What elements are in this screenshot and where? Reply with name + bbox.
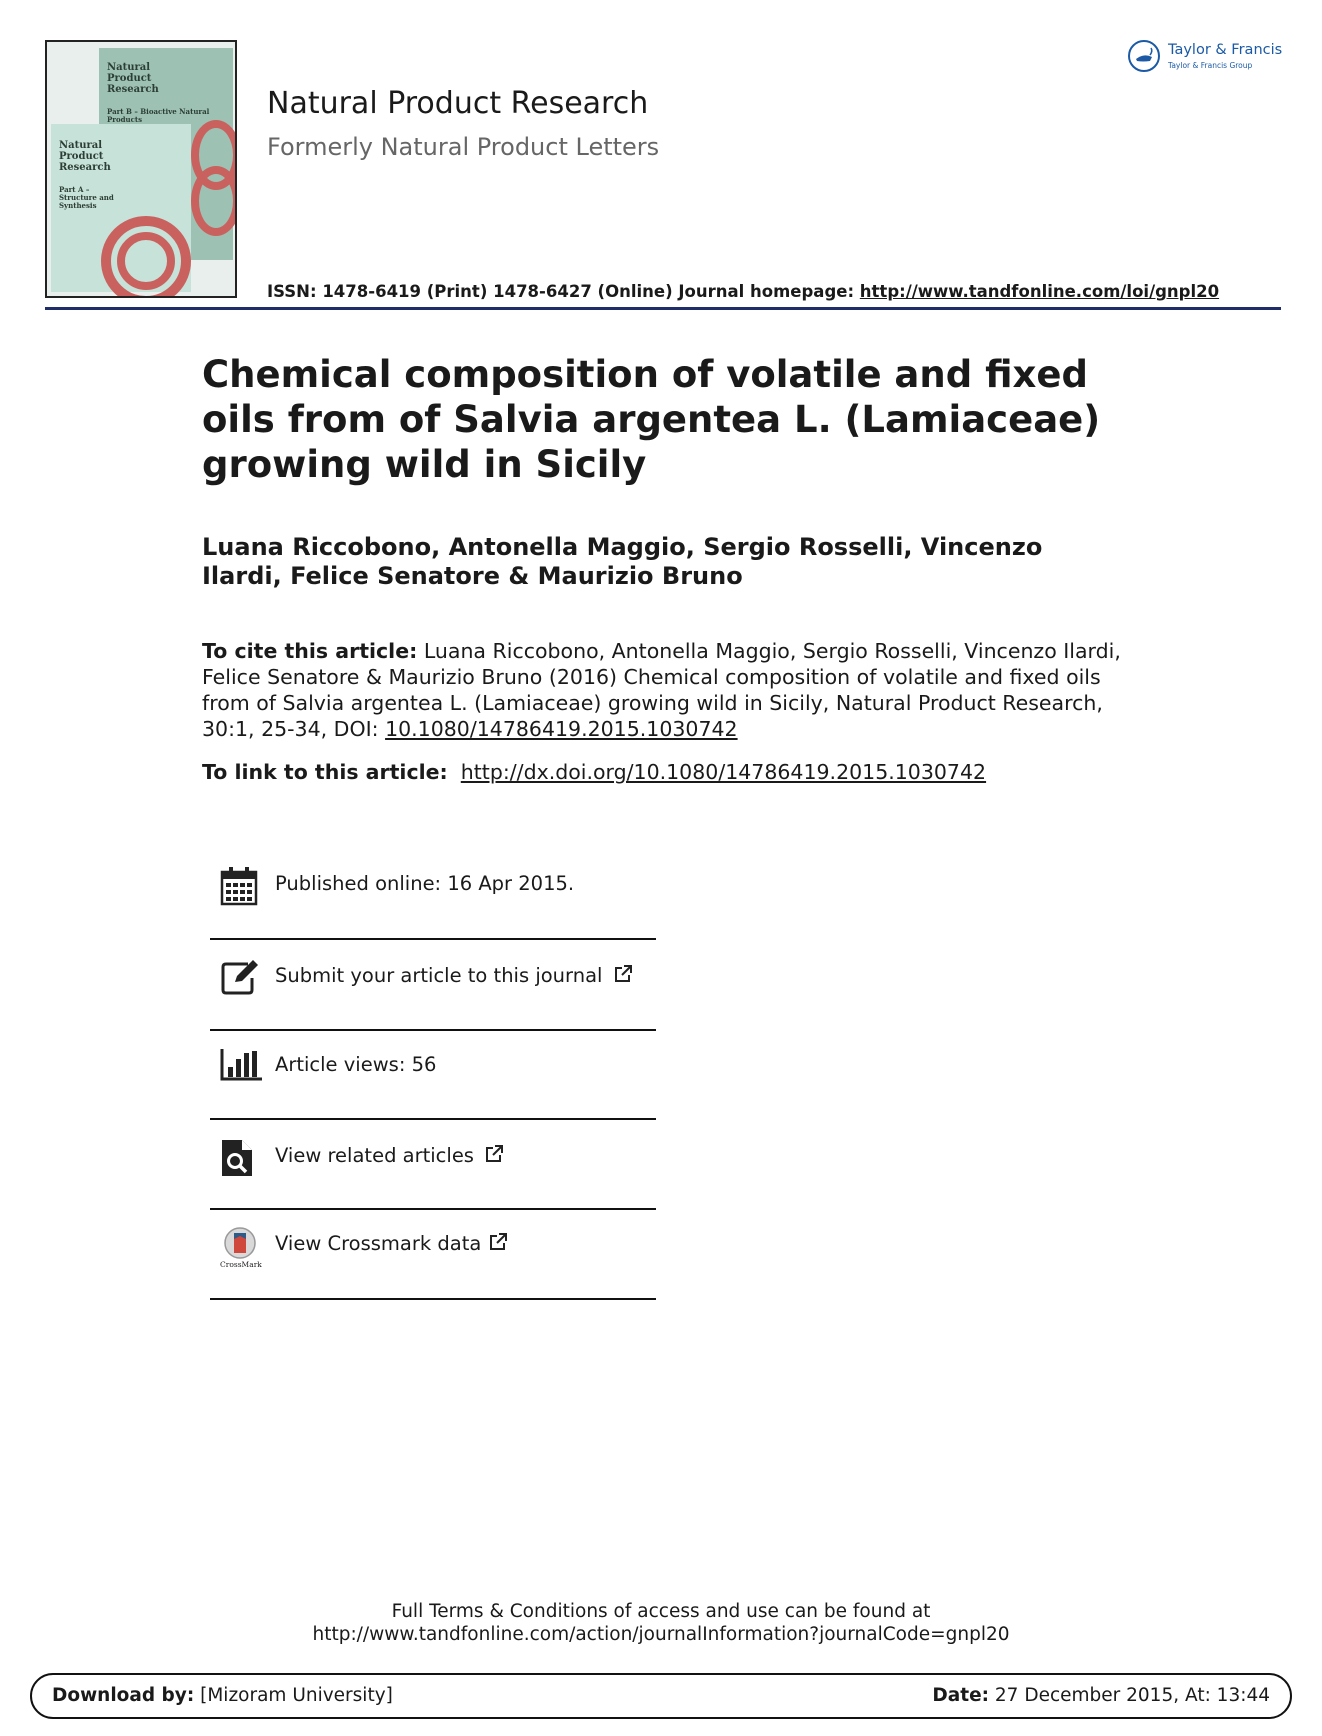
crossmark-logo-text: CrossMark: [220, 1260, 262, 1269]
cover-back-title: Natural Product Research: [107, 62, 159, 95]
cover-front-part: Part A – Structure and Synthesis: [59, 185, 114, 210]
citation-text: Luana Riccobono, Antonella Maggio, Sergio Rosselli, Vincenzo Ilardi, Felice Senatore & Maurizio Bruno (2016) Chemical composition of volatile and fixed oils from of Salvia argentea L. (Lamiaceae) growing wild in Sicily, Natural Product Research, 30:1, 25-34, DOI:: [202, 639, 1121, 741]
info-divider: [210, 1029, 656, 1031]
terms-url[interactable]: http://www.tandfonline.com/action/journalInformation?journalCode=gnpl20: [312, 1624, 1010, 1645]
info-divider: [210, 1298, 656, 1300]
related-articles-link[interactable]: [275, 1144, 504, 1167]
article-link-label: To link to this article:: [202, 760, 448, 784]
published-date: Published online: 16 Apr 2015.: [275, 872, 575, 895]
issn-line: [267, 282, 1219, 301]
cover-helix-graphic: [191, 166, 237, 236]
crossmark-label: View Crossmark data: [275, 1232, 482, 1255]
submit-article-link[interactable]: [275, 964, 633, 987]
header-divider: [45, 307, 1281, 310]
crossmark-icon: [220, 1226, 264, 1274]
edit-icon: [220, 958, 260, 998]
cover-front-panel: [51, 124, 191, 292]
download-info-bar: [30, 1673, 1292, 1719]
publisher-lamp-icon: [1128, 40, 1160, 72]
citation-doi-link[interactable]: 10.1080/14786419.2015.1030742: [385, 717, 738, 741]
article-title: Chemical composition of volatile and fixed oils from of Salvia argentea L. (Lamiaceae) growing wild in Sicily: [202, 353, 1101, 486]
article-link-line: [202, 760, 1122, 784]
date-label: Date:: [932, 1685, 990, 1706]
issn-text: ISSN: 1478-6419 (Print) 1478-6427 (Online) Journal homepage:: [267, 282, 860, 301]
download-label: Download by:: [52, 1685, 195, 1706]
cover-front-title: Natural Product Research: [59, 140, 111, 173]
document-search-icon: [220, 1138, 260, 1178]
citation-block: [202, 638, 1122, 742]
download-by: [52, 1685, 393, 1706]
journal-cover-image: [45, 40, 237, 298]
journal-subtitle: Formerly Natural Product Letters: [267, 133, 660, 161]
crossmark-link[interactable]: [275, 1232, 508, 1255]
cover-helix-graphic: [117, 232, 175, 290]
calendar-icon: [220, 866, 260, 906]
external-link-icon: [613, 964, 633, 984]
journal-homepage-link[interactable]: http://www.tandfonline.com/loi/gnpl20: [859, 282, 1220, 301]
external-link-icon: [488, 1232, 508, 1252]
article-doi-link[interactable]: http://dx.doi.org/10.1080/14786419.2015.1030742: [460, 760, 987, 784]
citation-label: To cite this article:: [202, 639, 418, 663]
publisher-group: Taylor & Francis Group: [1168, 61, 1253, 70]
info-divider: [210, 1118, 656, 1120]
article-authors: Luana Riccobono, Antonella Maggio, Sergio Rosselli, Vincenzo Ilardi, Felice Senatore & Maurizio Bruno: [202, 533, 1043, 590]
date-value: 27 December 2015, At: 13:44: [989, 1685, 1270, 1706]
info-divider: [210, 938, 656, 940]
download-date: [932, 1685, 1270, 1706]
journal-title: Natural Product Research: [267, 86, 649, 121]
publisher-name: Taylor & Francis: [1168, 42, 1283, 58]
download-value: [Mizoram University]: [194, 1685, 393, 1706]
terms-line-1: Full Terms & Conditions of access and use can be found at: [391, 1601, 931, 1622]
external-link-icon: [484, 1144, 504, 1164]
bar-chart-icon: [220, 1047, 260, 1087]
cover-back-part: Part B – Bioactive Natural Products: [107, 107, 210, 124]
terms-notice: [0, 1600, 1322, 1646]
related-articles-label: View related articles: [275, 1144, 474, 1167]
submit-article-label: Submit your article to this journal: [275, 964, 603, 987]
publisher-logo[interactable]: [1128, 38, 1284, 76]
article-views: Article views: 56: [275, 1053, 437, 1076]
info-divider: [210, 1208, 656, 1210]
